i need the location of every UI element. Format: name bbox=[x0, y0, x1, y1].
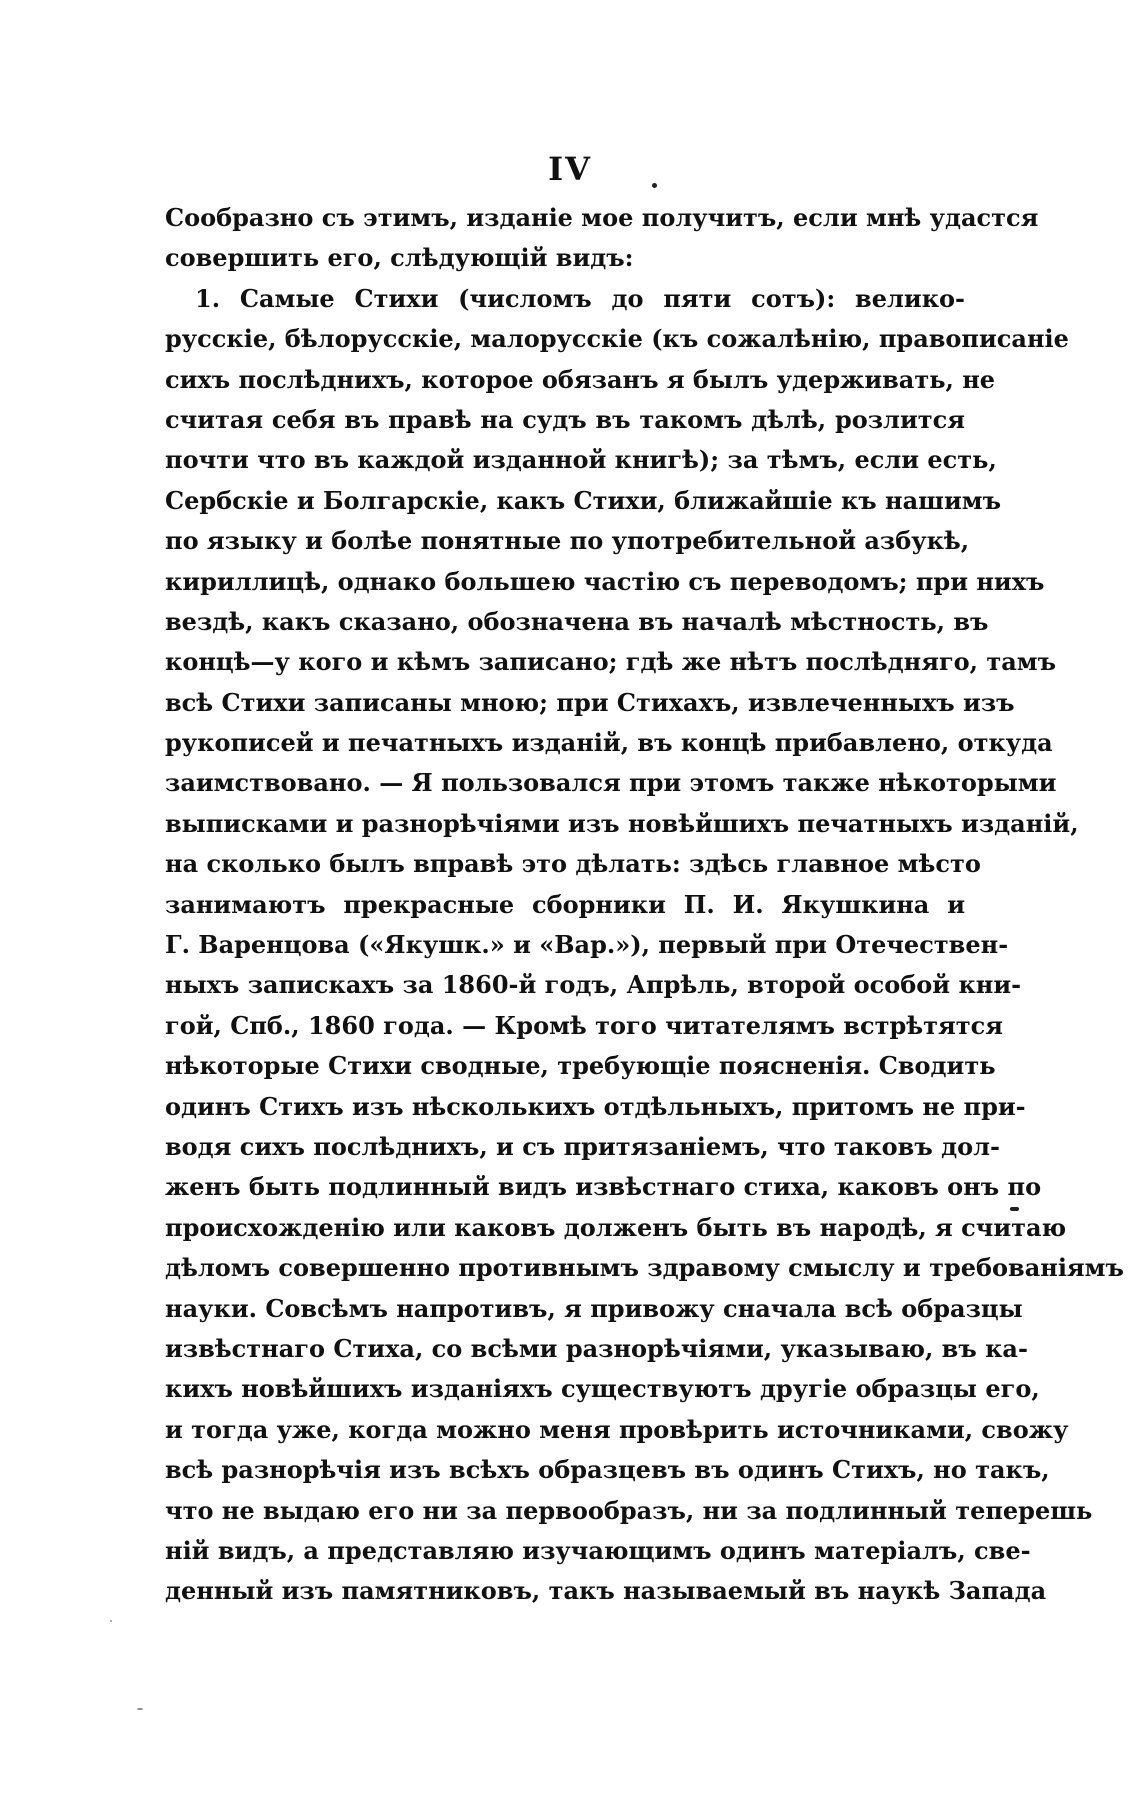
text-line: и тогда уже, когда можно меня провѣрить источниками, свожу bbox=[165, 1414, 1069, 1444]
print-speck bbox=[1010, 1207, 1019, 1211]
text-line: кихъ новѣйшихъ изданіяхъ существуютъ другіе образцы его, bbox=[165, 1374, 1040, 1404]
text-line: ныхъ запискахъ за 1860-й годъ, Апрѣль, второй особой кни- bbox=[165, 970, 1022, 1000]
text-line: вездѣ, какъ сказано, обозначена въ началѣ мѣстность, въ bbox=[165, 606, 989, 636]
text-line: денный изъ памятниковъ, такъ называемый въ наукѣ Запада bbox=[165, 1576, 1047, 1606]
text-line: Сербскіе и Болгарскіе, какъ Стихи, ближайшіе къ нашимъ bbox=[165, 485, 1002, 515]
text-line: дѣломъ совершенно противнымъ здравому смыслу и требованіямъ bbox=[165, 1253, 1124, 1283]
text-line: ній видъ, а представляю изучающимъ одинъ матеріалъ, све- bbox=[165, 1535, 1031, 1565]
text-line: по языку и болѣе понятные по употребительной азбукѣ, bbox=[165, 526, 970, 556]
text-line: русскіе, бѣлорусскіе, малорусскіе (къ сожалѣнію, правописаніе bbox=[165, 324, 1069, 354]
print-speck bbox=[137, 1708, 143, 1710]
text-line: на сколько былъ вправѣ это дѣлать: здѣсь главное мѣсто bbox=[165, 849, 981, 879]
text-line: сихъ послѣднихъ, которое обязанъ я былъ удерживать, не bbox=[165, 364, 996, 394]
text-line: всѣ разнорѣчія изъ всѣхъ образцевъ въ одинъ Стихъ, но такъ, bbox=[165, 1455, 1050, 1485]
text-line: кириллицѣ, однако большею частію съ переводомъ; при нихъ bbox=[165, 566, 1045, 596]
text-line: водя сихъ послѣднихъ, и съ притязаніемъ, что таковъ дол- bbox=[165, 1131, 1000, 1161]
text-line: Сообразно съ этимъ, изданіе мое получитъ, если мнѣ удастся bbox=[165, 203, 1039, 232]
text-line: выписками и разнорѣчіями изъ новѣйшихъ печатныхъ изданій, bbox=[165, 808, 1079, 838]
text-line: науки. Совсѣмъ напротивъ, я привожу сначала всѣ образцы bbox=[165, 1293, 1023, 1323]
text-line: женъ быть подлинный видъ извѣстнаго стиха, каковъ онъ по bbox=[165, 1172, 1042, 1202]
print-speck bbox=[110, 1620, 112, 1622]
text-line: гой, Спб., 1860 года. — Кромѣ того читателямъ встрѣтятся bbox=[165, 1010, 1003, 1040]
text-line: нѣкоторые Стихи сводные, требующіе поясненія. Сводить bbox=[165, 1051, 996, 1081]
body-text bbox=[165, 198, 1124, 1612]
text-line: извѣстнаго Стиха, со всѣми разнорѣчіями, указываю, въ ка- bbox=[165, 1333, 1028, 1363]
text-line: совершить его, слѣдующій видъ: bbox=[165, 243, 634, 273]
text-line: концѣ—у кого и кѣмъ записано; гдѣ же нѣтъ послѣдняго, тамъ bbox=[165, 647, 1057, 677]
text-line: Г. Варенцова («Якушк.» и «Вар.»), первый при Отечествен- bbox=[165, 930, 1009, 960]
text-line: считая себя въ правѣ на судъ въ такомъ дѣлѣ, розлится bbox=[165, 404, 965, 434]
text-line: одинъ Стихъ изъ нѣсколькихъ отдѣльныхъ, притомъ не при- bbox=[165, 1091, 1026, 1121]
text-line: почти что въ каждой изданной книгѣ); за тѣмъ, если есть, bbox=[165, 445, 997, 475]
text-line: происхожденію или каковъ долженъ быть въ народѣ, я считаю bbox=[165, 1212, 1067, 1242]
text-line: занимаютъ прекрасные сборники П. И. Якушкина и bbox=[165, 889, 965, 919]
text-line: что не выдаю его ни за первообразъ, ни за подлинный теперешь bbox=[165, 1495, 1093, 1525]
page-number: IV bbox=[548, 150, 592, 188]
print-speck bbox=[652, 183, 657, 188]
text-line: рукописей и печатныхъ изданій, въ концѣ прибавлено, откуда bbox=[165, 728, 1053, 758]
text-line: всѣ Стихи записаны мною; при Стихахъ, извлеченныхъ изъ bbox=[165, 687, 1015, 717]
text-line: заимствовано. — Я пользовался при этомъ также нѣкоторыми bbox=[165, 768, 1057, 798]
text-line: 1. Самые Стихи (числомъ до пяти сотъ): велико- bbox=[195, 283, 965, 313]
